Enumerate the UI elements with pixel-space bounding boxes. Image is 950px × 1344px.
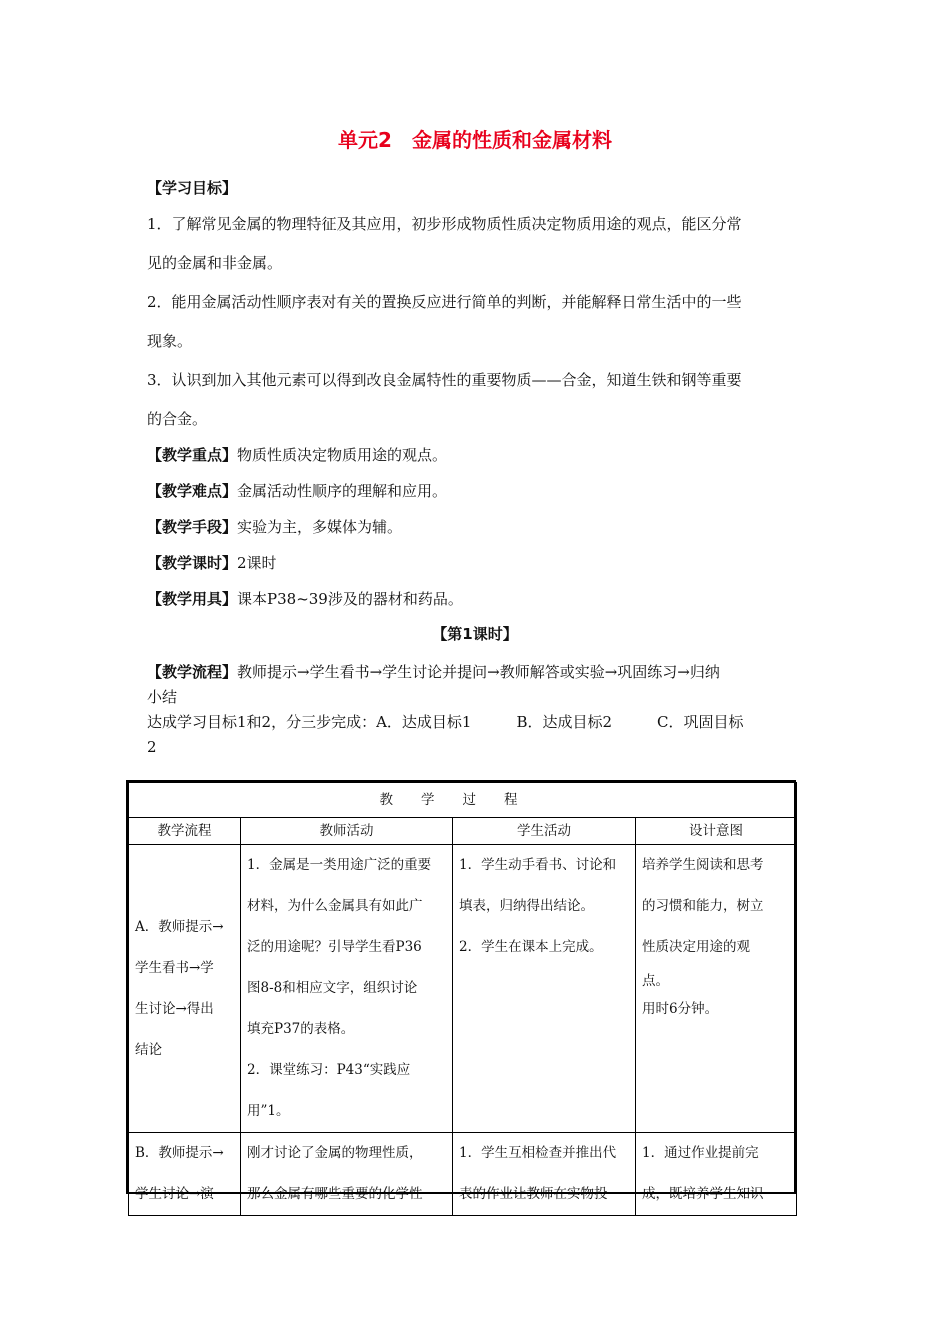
cell-line: 填表，归纳得出结论。 — [459, 898, 594, 914]
difficulty-value: 金属活动性顺序的理解和应用。 — [237, 482, 448, 500]
goal-2-line-2: 现象。 — [147, 332, 193, 350]
cell-line: 2．课堂练习：P43“实践应 — [247, 1062, 411, 1078]
flow-label: 【教学流程】 — [147, 663, 238, 681]
row-a-flow — [129, 845, 241, 1133]
table-caption — [129, 783, 797, 818]
page-title: 单元2 金属的性质和金属材料 — [338, 128, 612, 152]
cell-line: 的习惯和能力，树立 — [642, 898, 764, 914]
cell-line: B．教师提示→ — [135, 1145, 224, 1161]
flow-text: 教师提示→学生看书→学生讨论并提问→教师解答或实验→巩固练习→归纳 — [237, 663, 720, 681]
row-a-teacher — [241, 845, 453, 1133]
cell-line: 泛的用途呢？引导学生看P36 — [247, 939, 422, 955]
cell-line: 2．学生在课本上完成。 — [459, 939, 603, 955]
row-a-intent — [636, 845, 797, 1133]
teaching-tools — [147, 589, 807, 609]
cell-line: 点。 — [642, 973, 669, 989]
row-a-student — [453, 845, 636, 1133]
flow-line-2: 小结 — [147, 688, 178, 706]
row-b-teacher — [241, 1133, 453, 1216]
class-hours-label: 【教学课时】 — [147, 554, 238, 572]
table-row-b — [129, 1133, 797, 1216]
cell-line: 材料，为什么金属具有如此广 — [247, 898, 423, 914]
cell-line: 表的作业让教师在实物投 — [459, 1186, 608, 1202]
row-b-student — [453, 1133, 636, 1216]
goal-2-line-1: 2．能用金属活动性顺序表对有关的置换反应进行简单的判断，并能解释日常生活中的一些 — [147, 293, 742, 311]
difficulty — [147, 481, 807, 501]
lesson-heading: 【第1课时】 — [432, 625, 518, 643]
teaching-tools-label: 【教学用具】 — [147, 590, 238, 608]
key-point-label: 【教学重点】 — [147, 446, 238, 464]
cell-line: 性质决定用途的观 — [642, 939, 750, 955]
key-point-value: 物质性质决定物质用途的观点。 — [237, 446, 448, 464]
cell-line: 用时6分钟。 — [642, 1001, 719, 1017]
goal-1-line-1: 1．了解常见金属的物理特征及其应用，初步形成物质性质决定物质用途的观点，能区分常 — [147, 215, 742, 233]
process-table — [128, 782, 797, 1216]
cell-line: 那么金属有哪些重要的化学性 — [247, 1186, 423, 1202]
cell-line: 1．学生动手看书、讨论和 — [459, 857, 617, 873]
header-student: 学生活动 — [453, 818, 636, 845]
cell-line: 结论 — [135, 1041, 162, 1058]
difficulty-label: 【教学难点】 — [147, 482, 238, 500]
cell-line: 1．通过作业提前完 — [642, 1145, 759, 1161]
cell-line: 生讨论→得出 — [135, 1000, 214, 1017]
teaching-means — [147, 517, 807, 537]
cell-line: 1．学生互相检查并推出代 — [459, 1145, 617, 1161]
cell-line: 培养学生阅读和思考 — [642, 857, 764, 873]
flow-line-4: 2 — [147, 738, 157, 756]
row-b-intent — [636, 1133, 797, 1216]
cell-line: 1．金属是一类用途广泛的重要 — [247, 857, 432, 873]
teaching-tools-value: 课本P38~39涉及的器材和药品。 — [237, 590, 463, 608]
header-flow: 教学流程 — [129, 818, 241, 845]
key-point — [147, 445, 807, 465]
table-row-a — [129, 845, 797, 1133]
class-hours — [147, 553, 807, 573]
goal-1-line-2: 见的金属和非金属。 — [147, 254, 283, 272]
row-b-flow — [129, 1133, 241, 1216]
header-intent: 设计意图 — [636, 818, 797, 845]
teaching-means-label: 【教学手段】 — [147, 518, 238, 536]
cell-line: 学生看书→学 — [135, 959, 214, 976]
goal-3-line-2: 的合金。 — [147, 410, 208, 428]
cell-line: 刚才讨论了金属的物理性质， — [247, 1145, 423, 1161]
cell-line: 填充P37的表格。 — [247, 1021, 355, 1037]
header-teacher: 教师活动 — [241, 818, 453, 845]
class-hours-value: 2课时 — [237, 554, 277, 572]
cell-line: 图8-8和相应文字，组织讨论 — [247, 980, 418, 996]
cell-line: 用”1。 — [247, 1103, 290, 1119]
table-caption-text: 教学过程 — [379, 792, 546, 808]
flow-line-3: 达成学习目标1和2，分三步完成：A．达成目标1 B．达成目标2 C．巩固目标 — [147, 713, 744, 731]
flow-line-1 — [147, 662, 807, 682]
goal-3-line-1: 3．认识到加入其他元素可以得到改良金属特性的重要物质——合金，知道生铁和钢等重要 — [147, 371, 742, 389]
cell-line: A．教师提示→ — [135, 918, 224, 935]
cell-line: 学生讨论→演 — [135, 1186, 214, 1202]
teaching-means-value: 实验为主，多媒体为辅。 — [237, 518, 403, 536]
cell-line: 成，既培养学生知识 — [642, 1186, 764, 1202]
goals-heading: 【学习目标】 — [147, 179, 238, 197]
